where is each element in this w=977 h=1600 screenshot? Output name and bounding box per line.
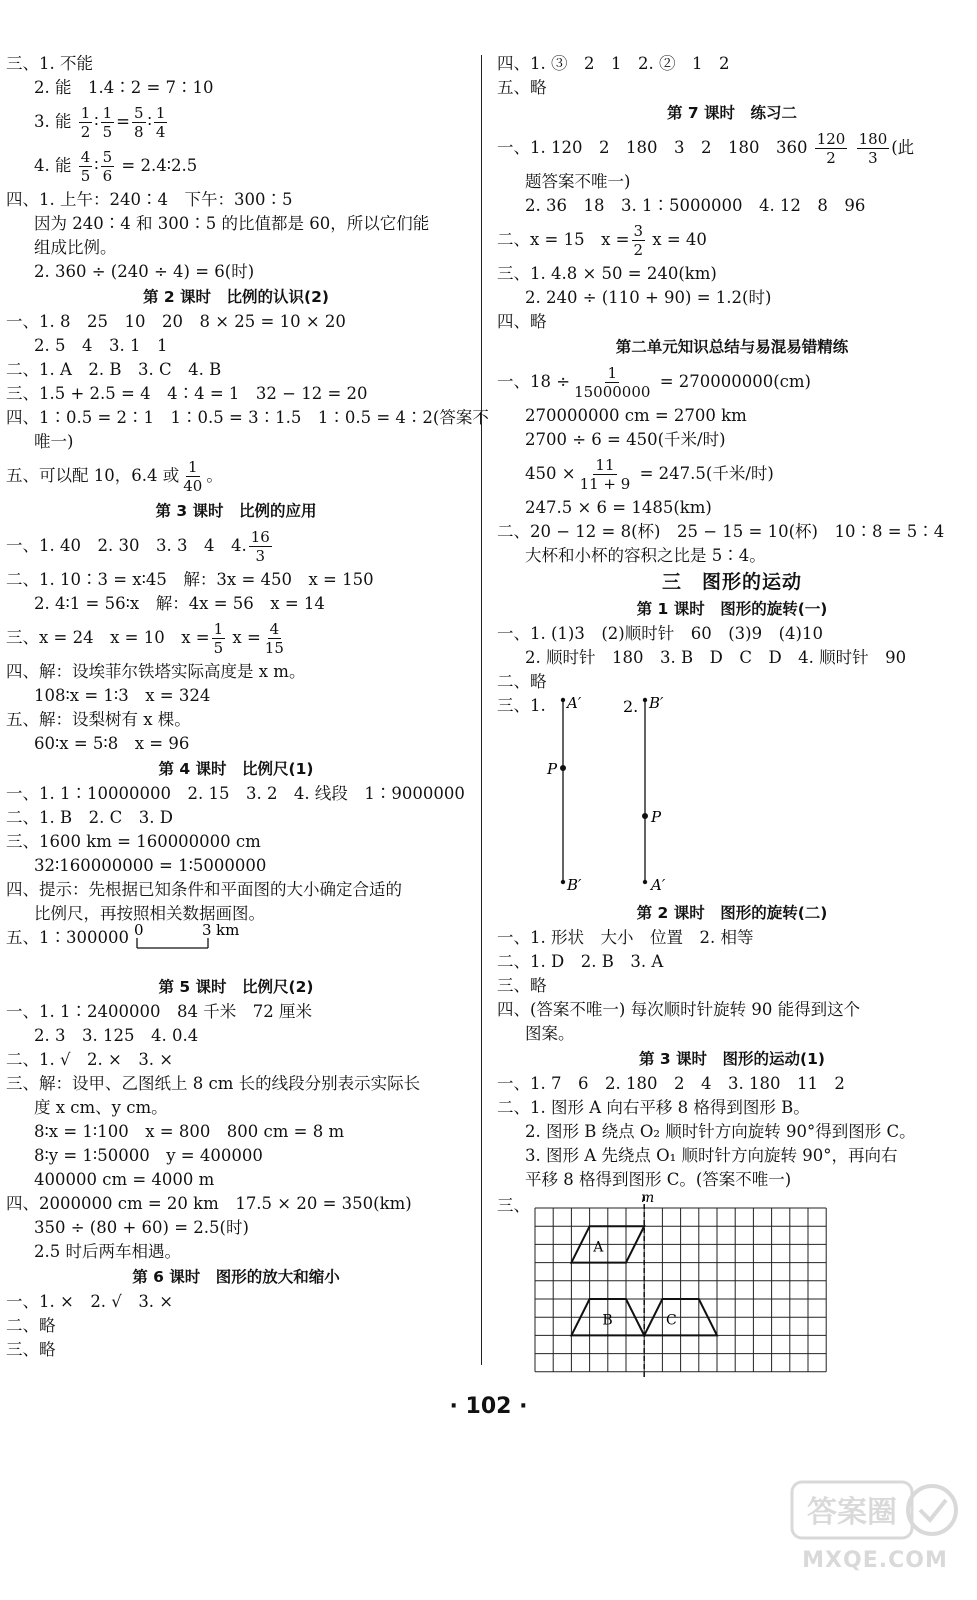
- line: 270000000 cm = 2700 km: [525, 406, 747, 425]
- fraction: $\frac{1}{15000000}$: [574, 364, 651, 401]
- watermark-text: MXQE.COM: [802, 1548, 948, 1573]
- lesson-heading: 第 1 课时 图形的旋转(一): [636, 600, 828, 618]
- line: 四、提示：先根据已知条件和平面图的大小确定合适的: [6, 880, 402, 899]
- fraction: $\frac{180}{3}$: [858, 130, 888, 167]
- lesson-heading: 第 6 课时 图形的放大和缩小: [132, 1268, 340, 1286]
- translation-grid: [525, 1192, 865, 1382]
- line: 二、1. √ 2. × 3. ×: [6, 1050, 174, 1069]
- line: 三、1600 km = 160000000 cm: [6, 832, 261, 851]
- line: 一、1. 1∶10000000 2. 15 3. 2 4. 线段 1∶9000000: [6, 784, 465, 803]
- fraction: $\frac{1}{4}$: [155, 104, 166, 141]
- fraction: $\frac{5}{8}$: [133, 104, 144, 141]
- lesson-heading: 第 2 课时 比例的认识(2): [142, 288, 330, 306]
- scale-unit: km: [216, 922, 240, 939]
- line: 一、1. 1∶2400000 84 千米 72 厘米: [6, 1002, 312, 1021]
- lesson-heading: 第 2 课时 图形的旋转(二): [636, 904, 828, 922]
- watermark: [780, 1478, 970, 1588]
- line: 一、1. 形状 大小 位置 2. 相等: [497, 928, 754, 947]
- line: 四、解：设埃菲尔铁塔实际高度是 x m。: [6, 662, 306, 681]
- line-with-fraction: 一、18 ÷ $\frac{1}{15000000}$ = 270000000(cm): [497, 364, 811, 401]
- line: 度 x cm、y cm。: [34, 1098, 168, 1117]
- line: 唯一): [34, 432, 74, 451]
- line-with-fraction: 4. 能 $\frac{4}{5}$ ∶ $\frac{5}{6}$ = 2.4∶2.5: [34, 148, 198, 185]
- fraction: $\frac{1}{5}$: [213, 620, 224, 657]
- line: 2. 顺时针 180 3. B D C D 4. 顺时针 90: [525, 648, 907, 667]
- fraction: $\frac{4}{15}$: [264, 620, 284, 657]
- shape-label: A: [593, 1239, 604, 1256]
- scale-bar-icon: [132, 922, 252, 952]
- page-number: · 102 ·: [449, 1394, 528, 1419]
- lesson-heading: 第 7 课时 练习二: [666, 104, 798, 122]
- fraction: $\frac{4}{5}$: [80, 148, 91, 185]
- point-label: P: [651, 808, 662, 826]
- left-column: [6, 52, 489, 1362]
- line-with-scale-bar: 五、1∶300000 0 3 km: [6, 926, 466, 974]
- line-with-fraction: 450 × $\frac{11}{11 + 9}$ = 247.5(千米/时): [525, 456, 774, 493]
- line: 二、1. A 2. B 3. C 4. B: [6, 360, 222, 379]
- point-label: P: [547, 760, 558, 778]
- line: 三、1.5 + 2.5 = 4 4∶4 = 1 32 − 12 = 20: [6, 384, 368, 403]
- line: 三、略: [6, 1340, 56, 1359]
- fraction: $\frac{120}{2}$: [816, 130, 846, 167]
- line: 2. 4∶1 = 56∶x 解：4x = 56 x = 14: [34, 594, 325, 613]
- line: 二、略: [497, 672, 547, 691]
- line: 2. 5 4 3. 1 1: [34, 336, 168, 355]
- line: 247.5 × 6 = 1485(km): [525, 498, 712, 517]
- right-column: [497, 52, 967, 1382]
- rotation-diagram: [497, 694, 717, 900]
- line: 图案。: [525, 1024, 575, 1043]
- line: 二、1. 图形 A 向右平移 8 格得到图形 B。: [497, 1098, 810, 1117]
- line-with-fraction: 二、x = 15 x = $\frac{3}{2}$ x = 40: [497, 222, 707, 259]
- line: 60∶x = 5∶8 x = 96: [34, 734, 190, 753]
- line: 400000 cm = 4000 m: [34, 1170, 215, 1189]
- line: 一、1. 7 6 2. 180 2 4 3. 180 11 2: [497, 1074, 845, 1093]
- line: 四、略: [497, 312, 547, 331]
- shape-label: B: [602, 1312, 613, 1329]
- line: 题答案不唯一): [525, 172, 631, 191]
- line: 四、(答案不唯一) 每次顺时针旋转 90 能得到这个: [497, 1000, 861, 1019]
- line: 五、解：设梨树有 x 棵。: [6, 710, 191, 729]
- fraction: $\frac{16}{3}$: [250, 528, 270, 565]
- line: 2. 能 1.4∶2 = 7∶10: [34, 78, 214, 97]
- grid-figure: 三、 m A B C: [497, 1192, 967, 1382]
- shape-label: C: [666, 1312, 677, 1329]
- fraction: $\frac{1}{5}$: [102, 104, 113, 141]
- line: 四、1∶0.5 = 2∶1 1∶0.5 = 3∶1.5 1∶0.5 = 4∶2(答案不: [6, 408, 489, 427]
- lesson-heading: 第 3 课时 图形的运动(1): [638, 1050, 826, 1068]
- line: 2. 240 ÷ (110 + 90) = 1.2(时): [525, 288, 772, 307]
- rotation-figure: 三、1. A′ P B′ 2. B′ P A′: [497, 694, 967, 900]
- unit-summary-heading: 第二单元知识总结与易混易错精练: [615, 338, 849, 356]
- line: 8∶y = 1∶50000 y = 400000: [34, 1146, 263, 1165]
- line-with-fraction: 三、x = 24 x = 10 x = $\frac{1}{5}$ x = $\frac{4}{15}$: [6, 620, 284, 657]
- line: 因为 240∶4 和 300∶5 的比值都是 60，所以它们能: [34, 214, 430, 233]
- point-label: A′: [567, 694, 582, 712]
- line-with-fraction: 3. 能 $\frac{1}{2}$ ∶ $\frac{1}{5}$ = $\frac{5}{8}$ ∶ $\frac{1}{4}$: [34, 104, 166, 141]
- line: 32∶160000000 = 1∶5000000: [34, 856, 267, 875]
- column-divider: [481, 55, 482, 1365]
- line: 108∶x = 1∶3 x = 324: [34, 686, 211, 705]
- line: 大杯和小杯的容积之比是 5∶4。: [525, 546, 766, 565]
- chapter-heading: 三 图形的运动: [661, 571, 802, 593]
- line: 350 ÷ (80 + 60) = 2.5(时): [34, 1218, 249, 1237]
- scale-zero: 0: [134, 922, 144, 939]
- line: 三、1. 4.8 × 50 = 240(km): [497, 264, 717, 283]
- figure-label: 2.: [623, 697, 639, 716]
- line: 三、1. 不能: [6, 54, 93, 73]
- line: 四、2000000 cm = 20 km 17.5 × 20 = 350(km): [6, 1194, 412, 1213]
- lesson-heading: 第 4 课时 比例尺(1): [158, 760, 314, 778]
- line: 三、略: [497, 976, 547, 995]
- axis-label: m: [641, 1192, 655, 1206]
- fraction: $\frac{1}{40}$: [183, 458, 203, 495]
- scale-three: 3: [202, 922, 212, 939]
- line: 一、1. × 2. √ 3. ×: [6, 1292, 174, 1311]
- line: 2. 36 18 3. 1∶5000000 4. 12 8 96: [525, 196, 866, 215]
- line-with-fraction: 五、可以配 10，6.4 或 $\frac{1}{40}$ 。: [6, 458, 223, 495]
- point-label: B′: [649, 694, 664, 712]
- watermark-logo-text: 答案圈: [807, 1495, 897, 1530]
- point-label: A′: [651, 876, 666, 894]
- line: 二、略: [6, 1316, 56, 1335]
- line-with-fraction: 一、1. 40 2. 30 3. 3 4 4. $\frac{16}{3}$: [6, 528, 270, 565]
- line: 二、20 − 12 = 8(杯) 25 − 15 = 10(杯) 10∶8 = 5∶4: [497, 522, 945, 541]
- line: 二、1. D 2. B 3. A: [497, 952, 664, 971]
- line: 2. 3 3. 125 4. 0.4: [34, 1026, 199, 1045]
- lesson-heading: 第 3 课时 比例的应用: [155, 502, 317, 520]
- line: 比例尺，再按照相关数据画图。: [34, 904, 265, 923]
- line: 二、1. B 2. C 3. D: [6, 808, 173, 827]
- line: 一、1. 8 25 10 20 8 × 25 = 10 × 20: [6, 312, 346, 331]
- fraction: $\frac{3}{2}$: [633, 222, 644, 259]
- line: 8∶x = 1∶100 x = 800 800 cm = 8 m: [34, 1122, 345, 1141]
- line: 五、略: [497, 78, 547, 97]
- line: 2.5 时后两车相遇。: [34, 1242, 181, 1261]
- line: 二、1. 10∶3 = x∶45 解：3x = 450 x = 150: [6, 570, 374, 589]
- line: 三、解：设甲、乙图纸上 8 cm 长的线段分别表示实际长: [6, 1074, 421, 1093]
- point-label: B′: [567, 876, 582, 894]
- lesson-heading: 第 5 课时 比例尺(2): [158, 978, 314, 996]
- line: 2700 ÷ 6 = 450(千米/时): [525, 430, 726, 449]
- fraction: $\frac{11}{11 + 9}$: [579, 456, 631, 493]
- fraction: $\frac{1}{2}$: [80, 104, 91, 141]
- line: 一、1. (1)3 (2)顺时针 60 (3)9 (4)10: [497, 624, 823, 643]
- line: 平移 8 格得到图形 C。(答案不唯一): [525, 1170, 792, 1189]
- line-with-fraction: 一、1. 120 2 180 3 2 180 360 $\frac{120}{2}$ $\frac{180}{3}$ (此: [497, 130, 915, 167]
- line: 组成比例。: [34, 238, 117, 257]
- line: 四、1. ③ 2 1 2. ② 1 2: [497, 54, 730, 73]
- fraction: $\frac{5}{6}$: [102, 148, 113, 185]
- watermark-logo-icon: [790, 1478, 960, 1542]
- line: 3. 图形 A 先绕点 O₁ 顺时针方向旋转 90°，再向右: [525, 1146, 898, 1165]
- line: 2. 图形 B 绕点 O₂ 顺时针方向旋转 90°得到图形 C。: [525, 1122, 916, 1141]
- line: 四、1. 上午：240∶4 下午：300∶5: [6, 190, 293, 209]
- line: 2. 360 ÷ (240 ÷ 4) = 6(时): [34, 262, 255, 281]
